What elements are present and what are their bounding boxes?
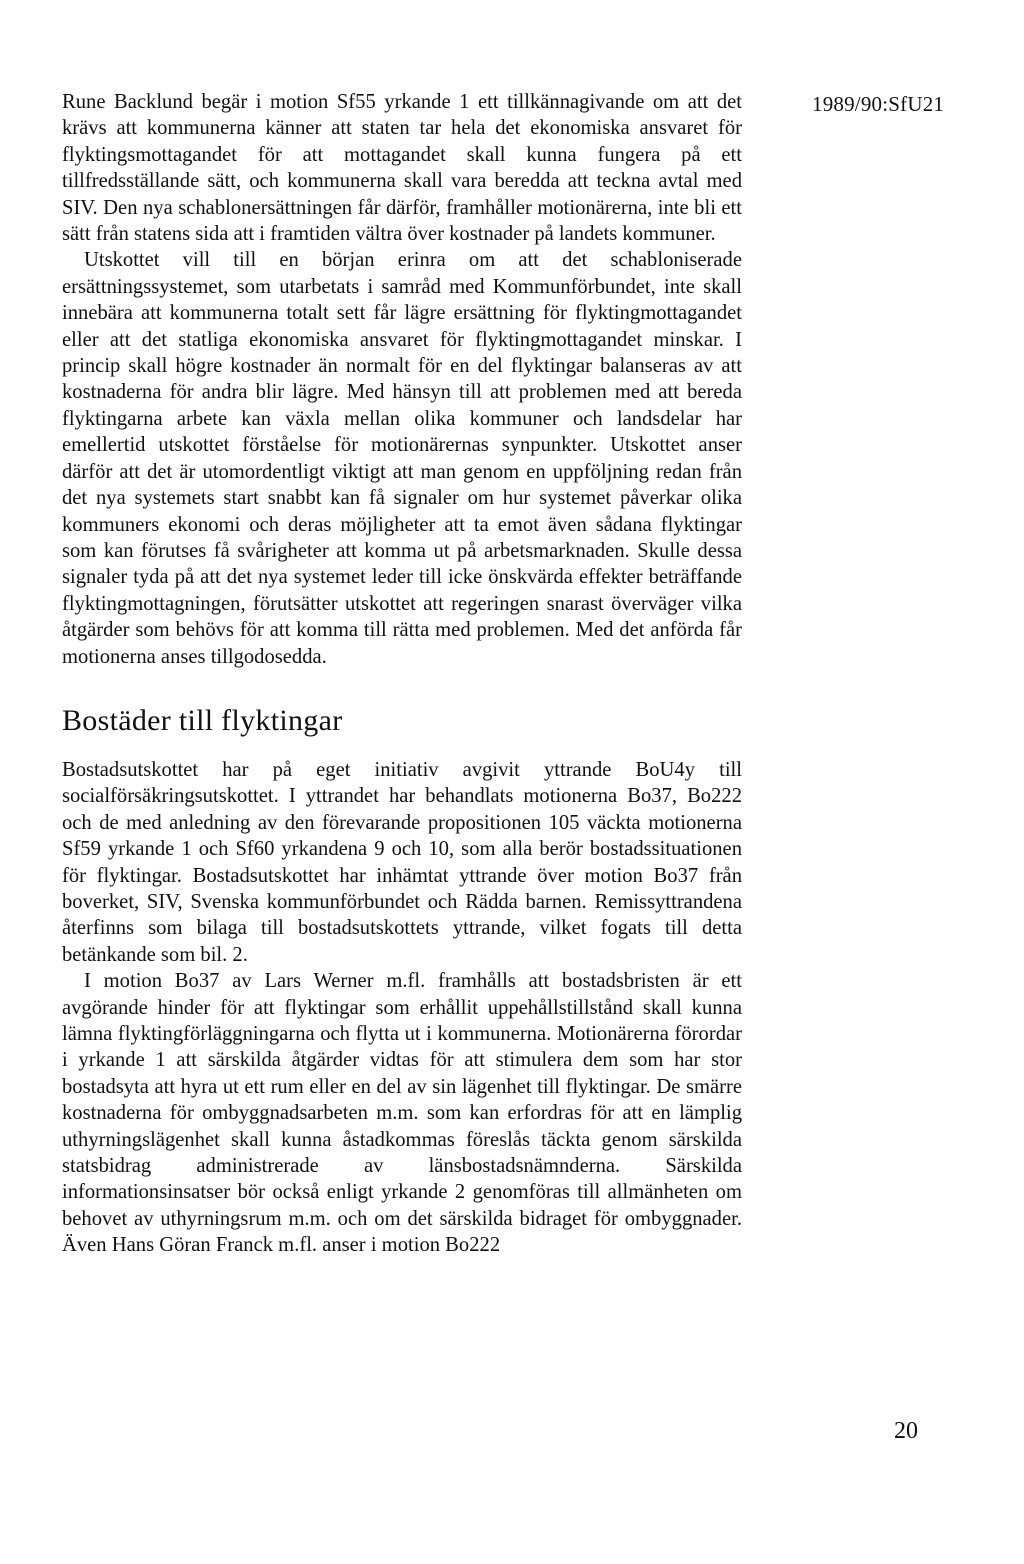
body-paragraph: Rune Backlund begär i motion Sf55 yrkande 1 ett tillkännagivande om att det krävs att kommunerna känner att staten tar hela det ekonomiska ansvaret för flyktingsmottagandet för att mottagandet skall kunna fungera på ett tillfredsställande sätt, och kommunerna skall vara beredda att teckna avtal med SIV. Den nya schablonersättningen får därför, framhåller motionärerna, inte bli ett sätt från statens sida att i framtiden vältra över kostnader på landets kommuner. [62,91,742,246]
section-heading: Bostäder till flyktingar [62,703,343,737]
page-number: 20 [894,1418,918,1444]
body-paragraph: I motion Bo37 av Lars Werner m.fl. framhålls att bostadsbristen är ett avgörande hinder för att flyktingar som erhållit uppehållstillstånd skall kunna lämna flyktingförläggningarna och flytta ut i kommunerna. Motionärerna förordar i yrkande 1 att särskilda åtgärder vidtas för att stimulera dem som har stor bostadsyta att hyra ut ett rum eller en del av sin lägenhet till flyktingar. De smärre kostnaderna för ombyggnadsarbeten m.m. som kan erfordras för att en lämplig uthyrningslägenhet skall kunna åstadkommas föreslås täckta genom särskilda statsbidrag administrerade av länsbostadsnämnderna. Särskilda informationsinsatser bör också enligt yrkande 2 genomföras till allmänheten om behovet av uthyrningsrum m.m. och om det särskilda bidraget för ombyggnader. Även Hans Göran Franck m.fl. anser i motion Bo222 [62,970,742,1257]
document-reference: 1989/90:SfU21 [812,92,945,116]
text-column [62,89,742,1259]
body-paragraph: Bostadsutskottet har på eget initiativ avgivit yttrande BoU4y till socialförsäkringsutskottet. I yttrandet har behandlats motionerna Bo37, Bo222 och de med anledning av den förevarande propositionen 105 väckta motionerna Sf59 yrkande 1 och Sf60 yrkandena 9 och 10, som alla berör bostadssituationen för flyktingar. Bostadsutskottet har inhämtat yttrande över motion Bo37 från boverket, SIV, Svenska kommunförbundet och Rädda barnen. Remissyttrandena återfinns som bilaga till bostadsutskottets yttrande, vilket fogats till detta betänkande som bil. 2. [62,758,742,966]
body-paragraph: Utskottet vill till en början erinra om att det schabloniserade ersättningssystemet, som utarbetats i samråd med Kommunförbundet, inte skall innebära att kommunerna totalt sett får lägre ersättning för flyktingmottagandet eller att det statliga ekonomiska ansvaret för flyktingmottagandet minskar. I princip skall högre kostnader än normalt för en del flyktingar balanseras av att kostnaderna för andra blir lägre. Med hänsyn till att problemen med att bereda flyktingarna arbete kan växla mellan olika kommuner och landsdelar har emellertid utskottet förståelse för motionärernas synpunkter. Utskottet anser därför att det är utomordentligt viktigt att man genom en uppföljning redan från det nya systemets start snabbt kan få signaler om hur systemet påverkar olika kommuners ekonomi och deras möjligheter att ta emot även sådana flyktingar som kan förutses få svårigheter att komma ut på arbetsmarknaden. Skulle dessa signaler tyda på att det nya systemet leder till icke önskvärda effekter beträffande flyktingmottagningen, förutsätter utskottet att regeringen snarast överväger vilka åtgärder som behövs för att komma till rätta med problemen. Med det anförda får motionerna anses tillgodosedda. [62,249,742,668]
